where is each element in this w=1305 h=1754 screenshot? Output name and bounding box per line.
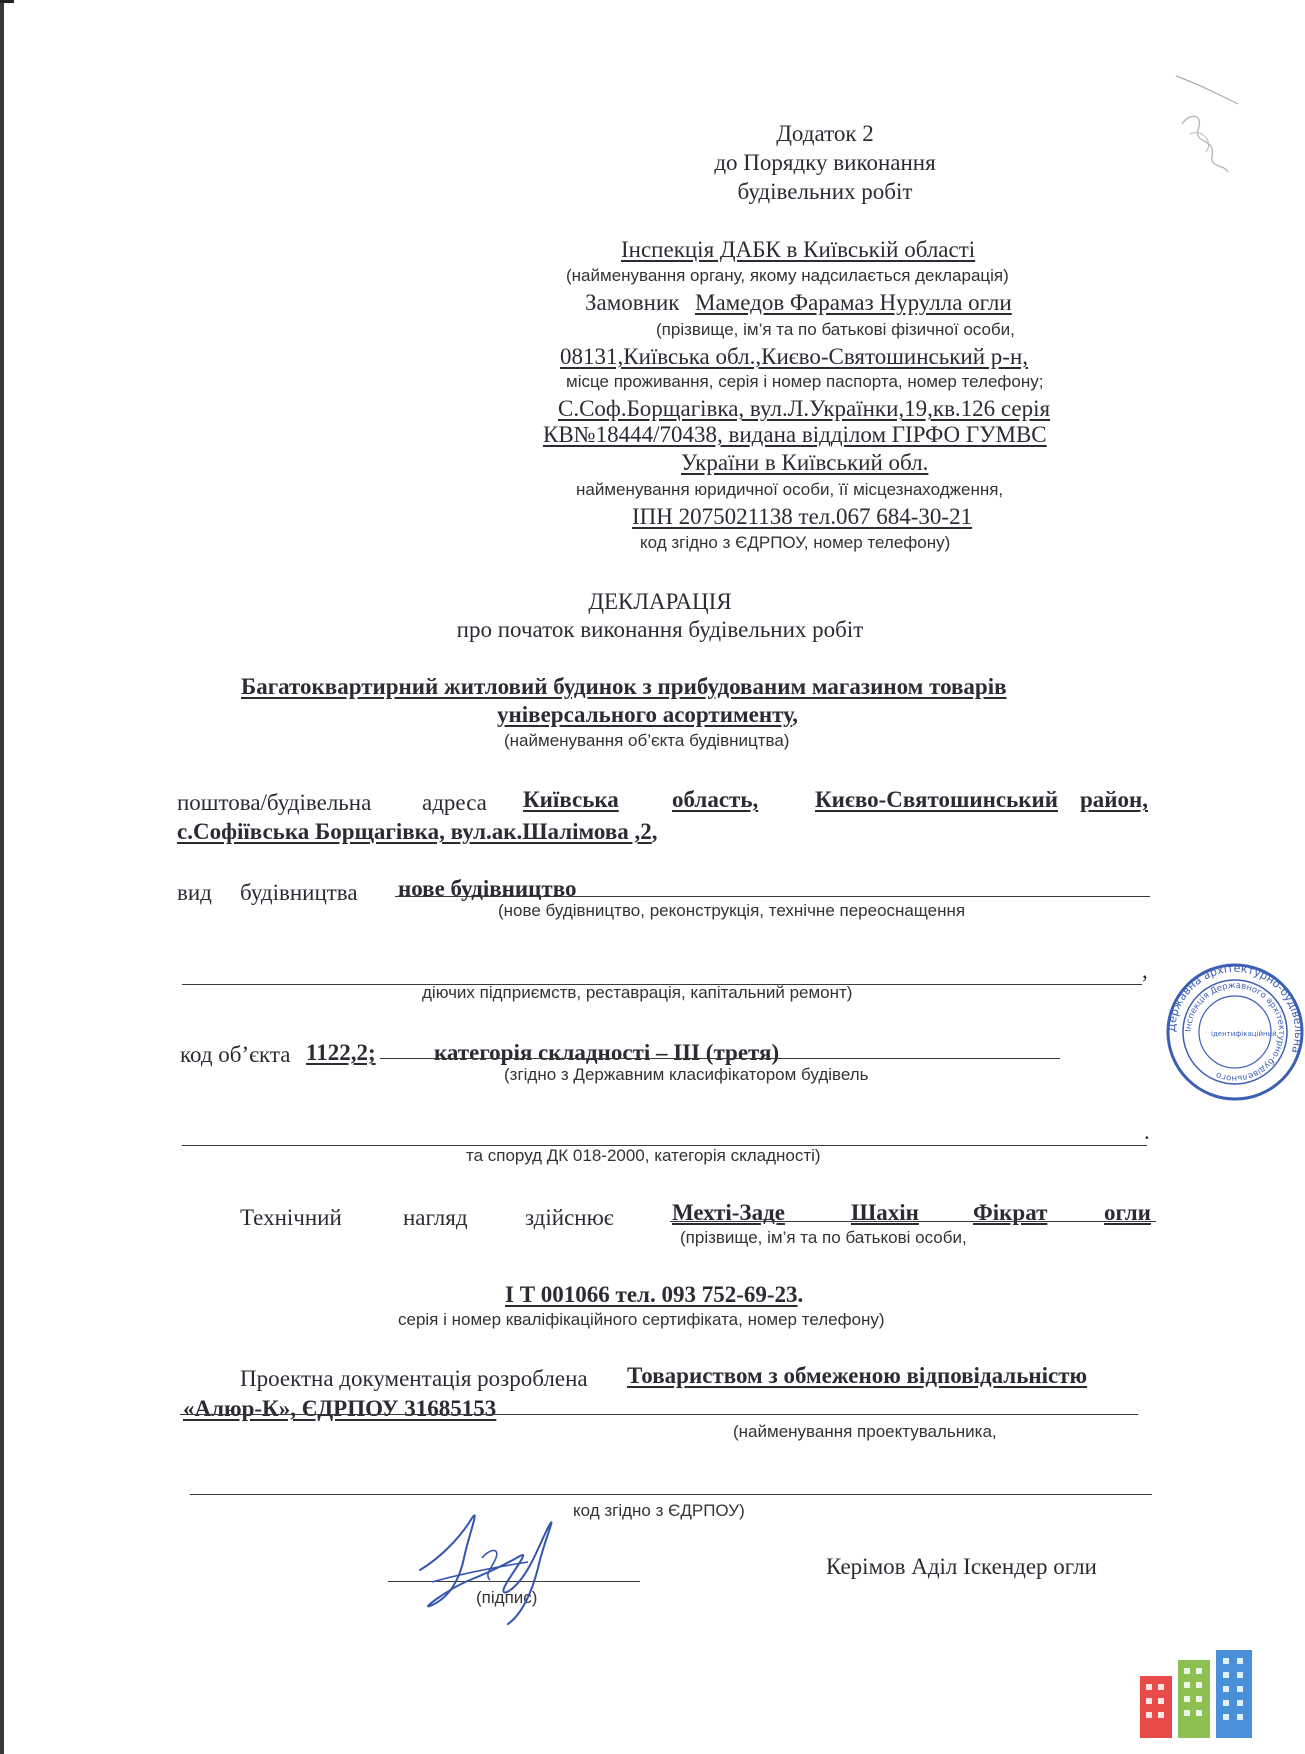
passport-line: КВ№18444/70438, видана відділом ГІРФО ГУМВС: [543, 422, 1047, 447]
construction-type-label: вид: [177, 880, 212, 905]
legal-caption: найменування юридичної особи, її місцезнаходження,: [576, 480, 1004, 499]
object-name-caption: (найменування об’єкта будівництва): [504, 731, 790, 750]
object-name-line1: Багатоквартирний житловий будинок з прибудованим магазином товарів: [241, 674, 1007, 699]
customer-name: Мамедов Фарамаз Нурулла огли: [695, 290, 1012, 315]
certificate-caption: серія і номер кваліфікаційного сертифіката, номер телефону): [398, 1310, 885, 1329]
supervisor-patronymic-suffix: огли: [1104, 1200, 1151, 1225]
project-developer-line2: «Алюр-К», ЄДРПОУ 31685153: [183, 1396, 497, 1421]
customer-caption: (прізвище, ім’я та по батькові фізичної особи,: [656, 320, 1015, 339]
customer-address: 08131,Київська обл.,Києво-Святошинський р-н,: [560, 344, 1028, 369]
ipn-phone: ІПН 2075021138 тел.067 684-30-21: [632, 504, 973, 529]
signature-caption: (підпис): [476, 1588, 538, 1607]
address-line2: с.Софіївська Борщагівка, вул.ак.Шалімова ,2: [177, 819, 652, 844]
header-appendix: Додаток 2: [776, 121, 874, 146]
object-code-label: код об’єкта: [180, 1042, 291, 1067]
object-code-caption2: та споруд ДК 018-2000, категорія складності): [466, 1146, 821, 1165]
supervisor-patronymic: Фікрат: [973, 1200, 1048, 1225]
address-oblast: область,: [672, 787, 759, 812]
supervision-label-3: здійснює: [525, 1205, 614, 1230]
pencil-scribble-mark: [1168, 64, 1248, 184]
address-district: Києво-Святошинський: [815, 787, 1059, 812]
stamp-text-inner: Інспекція Державного архітектурно-будівельного: [1183, 980, 1287, 1084]
project-developer: Товариством з обмеженою відповідальністю: [627, 1363, 1088, 1388]
project-caption1: (найменування проектувальника,: [733, 1422, 997, 1441]
complexity-category: категорія складності – ІІІ (третя): [434, 1040, 780, 1065]
construction-type-caption2: діючих підприємств, реставрація, капітальний ремонт): [422, 983, 853, 1002]
construction-type-label-2: будівництва: [240, 880, 358, 905]
supervisor-certificate: І Т 001066 тел. 093 752-69-23: [505, 1282, 798, 1307]
project-underline: [180, 1414, 1138, 1415]
customer-label: Замовник: [585, 290, 680, 315]
supervisor-underline: [670, 1221, 1156, 1222]
address-suffix: ,: [651, 819, 658, 844]
declaration-title: ДЕКЛАРАЦІЯ: [588, 589, 732, 614]
address-label: поштова/будівельна: [177, 790, 372, 815]
construction-type-caption1: (нове будівництво, реконструкція, технічне переоснащення: [498, 901, 966, 920]
passport-line2: України в Київський обл.: [681, 450, 929, 475]
inspection-caption: (найменування органу, якому надсилається декларація): [566, 266, 1009, 285]
address-district-word: район,: [1080, 787, 1149, 812]
object-code-value: 1122,2;: [306, 1040, 376, 1065]
supervisor-certificate-suffix: .: [797, 1282, 804, 1307]
supervision-label-1: Технічний: [240, 1205, 342, 1230]
official-stamp: [1165, 962, 1305, 1102]
supervisor-caption: (прізвище, ім’я та по батькові особи,: [680, 1228, 967, 1247]
supervisor-first-name: Шахін: [851, 1200, 919, 1225]
inspection-name: Інспекція ДАБК в Київській області: [621, 237, 976, 262]
signer-name: Керімов Аділ Іскендер огли: [826, 1554, 1097, 1579]
buildings-logo: [1138, 1648, 1256, 1742]
object-name-line2: універсального асортименту: [497, 702, 793, 727]
residence-caption: місце проживання, серія і номер паспорта, номер телефону;: [566, 372, 1044, 391]
code-caption: код згідно з ЄДРПОУ, номер телефону): [640, 533, 951, 552]
header-works: будівельних робіт: [737, 179, 913, 204]
customer-address-line2: С.Соф.Борщагівка, вул.Л.Українки,19,кв.126 серія: [558, 396, 1051, 421]
object-name-suffix: ,: [792, 702, 799, 727]
supervisor-surname: Мехті-Заде: [672, 1200, 785, 1225]
stamp-text-side: ідентифікаційний: [1211, 1030, 1277, 1038]
construction-type-value: нове будівництво: [398, 876, 577, 901]
handwritten-signature: [410, 1498, 570, 1628]
scan-edge: [0, 0, 4, 1754]
project-caption2: код згідно з ЄДРПОУ): [573, 1501, 745, 1520]
object-code-underline: [380, 1058, 1060, 1059]
supervision-label-2: нагляд: [403, 1205, 468, 1230]
address-region: Київська: [523, 787, 619, 812]
object-code-caption1: (згідно з Державним класифікатором будівель: [504, 1065, 869, 1084]
construction-type-underline: [395, 896, 1150, 897]
stamp-text-outer: Державна архітектурно-будівельна: [1165, 962, 1305, 1055]
object-code-blank-suffix: .: [1144, 1119, 1150, 1144]
construction-blank-suffix: ,: [1142, 958, 1148, 983]
header-order: до Порядку виконання: [714, 150, 936, 175]
address-label-2: адреса: [422, 790, 487, 815]
project-blank-line: [190, 1494, 1152, 1495]
project-label: Проектна документація розроблена: [240, 1366, 588, 1391]
declaration-subtitle: про початок виконання будівельних робіт: [456, 617, 864, 642]
scan-corner-mark: [0, 0, 14, 3]
